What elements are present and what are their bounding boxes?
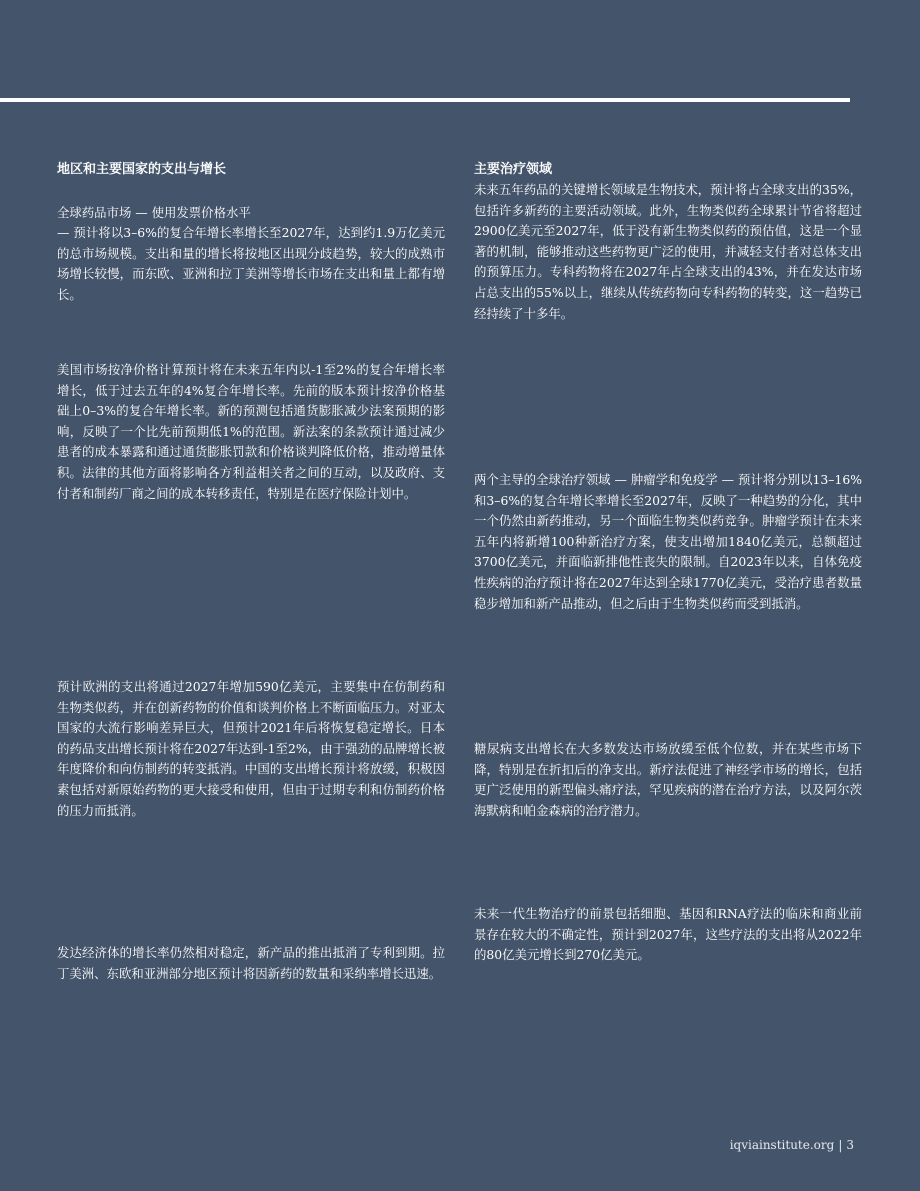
paragraph-developed-economies: 发达经济体的增长率仍然相对稳定，新产品的推出抵消了专利到期。拉丁美洲、东欧和亚洲部分地区预计将因新药的数量和采纳率增长迅速。 (57, 945, 445, 981)
header-rule (0, 98, 850, 102)
section-heading-therapy-areas: 主要治疗领域 (474, 162, 553, 177)
footer-separator: | (838, 1138, 843, 1152)
paragraph-next-gen-therapies: 未来一代生物治疗的前景包括细胞、基因和RNA疗法的临床和商业前景存在较大的不确定性，预计到2027年，这些疗法的支出将从2022年的80亿美元增长到270亿美元。 (474, 906, 862, 963)
footer-site-link[interactable]: iqviainstitute.org (729, 1138, 835, 1152)
paragraph-us-market: 美国市场按净价格计算预计将在未来五年内以-1至2%的复合年增长率增长，低于过去五年的4%复合年增长率。先前的版本预计按净价格基础上0–3%的复合年增长率。新的预测包括通货膨胀减少法案预期的影响，反映了一个比先前预期低1%的范围。新法案的条款预计通过减少患者的成本暴露和通过通货膨胀罚款和价格谈判降低价格，推动增量体积。法律的其他方面将影响各方利益相关者之间的互动，以及政府、支付者和制药厂商之间的成本转移责任，特别是在医疗保险计划中。 (57, 362, 445, 501)
paragraph-global-growth: — 预计将以3–6%的复合年增长率增长至2027年，达到约1.9万亿美元的总市场规模。支出和量的增长将按地区出现分歧趋势，较大的成熟市场增长较慢，而东欧、亚洲和拉丁美洲等增长市场在支出和量上都有增长。 (57, 225, 445, 302)
paragraph-oncology-immunology: 两个主导的全球治疗领域 — 肿瘤学和免疫学 — 预计将分别以13–16%和3–6%的复合年增长率增长至2027年，反映了一种趋势的分化，其中一个仍然由新药推动，另一个面临生物类似药竞争。肿瘤学预计在未来五年内将新增100种新治疗方案，使支出增加1840亿美元，总额超过3700亿美元，并面临新排他性丧失的限制。自2023年以来，自体免疫性疾病的治疗预计将在2027年达到全球1770亿美元，受治疗患者数量稳步增加和新产品推动，但之后由于生物类似药而受到抵消。 (474, 472, 862, 611)
paragraph-biotech: 未来五年药品的关键增长领域是生物技术，预计将占全球支出的35%，包括许多新药的主要活动领域。此外，生物类似药全球累计节省将超过2900亿美元至2027年，低于没有新生物类似药的预估值，这是一个显著的机制，能够推动这些药物更广泛的使用，并减轻支付者对总体支出的预算压力。专科药物将在2027年占全球支出的43%，并在发达市场占总支出的55%以上，继续从传统药物向专科药物的转变，这一趋势已经持续了十多年。 (474, 182, 862, 321)
subheading-global-market: 全球药品市场 — 使用发票价格水平 (57, 205, 251, 220)
paragraph-europe-asia: 预计欧洲的支出将通过2027年增加590亿美元，主要集中在仿制药和生物类似药，并在创新药物的价值和谈判价格上不断面临压力。对亚太国家的大流行影响差异巨大，但预计2021年后将恢复稳定增长。日本的药品支出增长预计将在2027年达到-1至2%，由于强劲的品牌增长被年度降价和向仿制药的转变抵消。中国的支出增长预计将放缓，积极因素包括对新原始药物的更大接受和使用，但由于过期专利和仿制药价格的压力而抵消。 (57, 679, 445, 818)
page-number: 3 (846, 1138, 854, 1152)
paragraph-diabetes-neurology: 糖尿病支出增长在大多数发达市场放缓至低个位数，并在某些市场下降，特别是在折扣后的净支出。新疗法促进了神经学市场的增长，包括更广泛使用的新型偏头痛疗法，罕见疾病的潜在治疗方法，以及阿尔茨海默病和帕金森病的治疗潜力。 (474, 741, 862, 818)
page-footer (730, 1138, 854, 1152)
section-heading-regions: 地区和主要国家的支出与增长 (57, 162, 227, 177)
